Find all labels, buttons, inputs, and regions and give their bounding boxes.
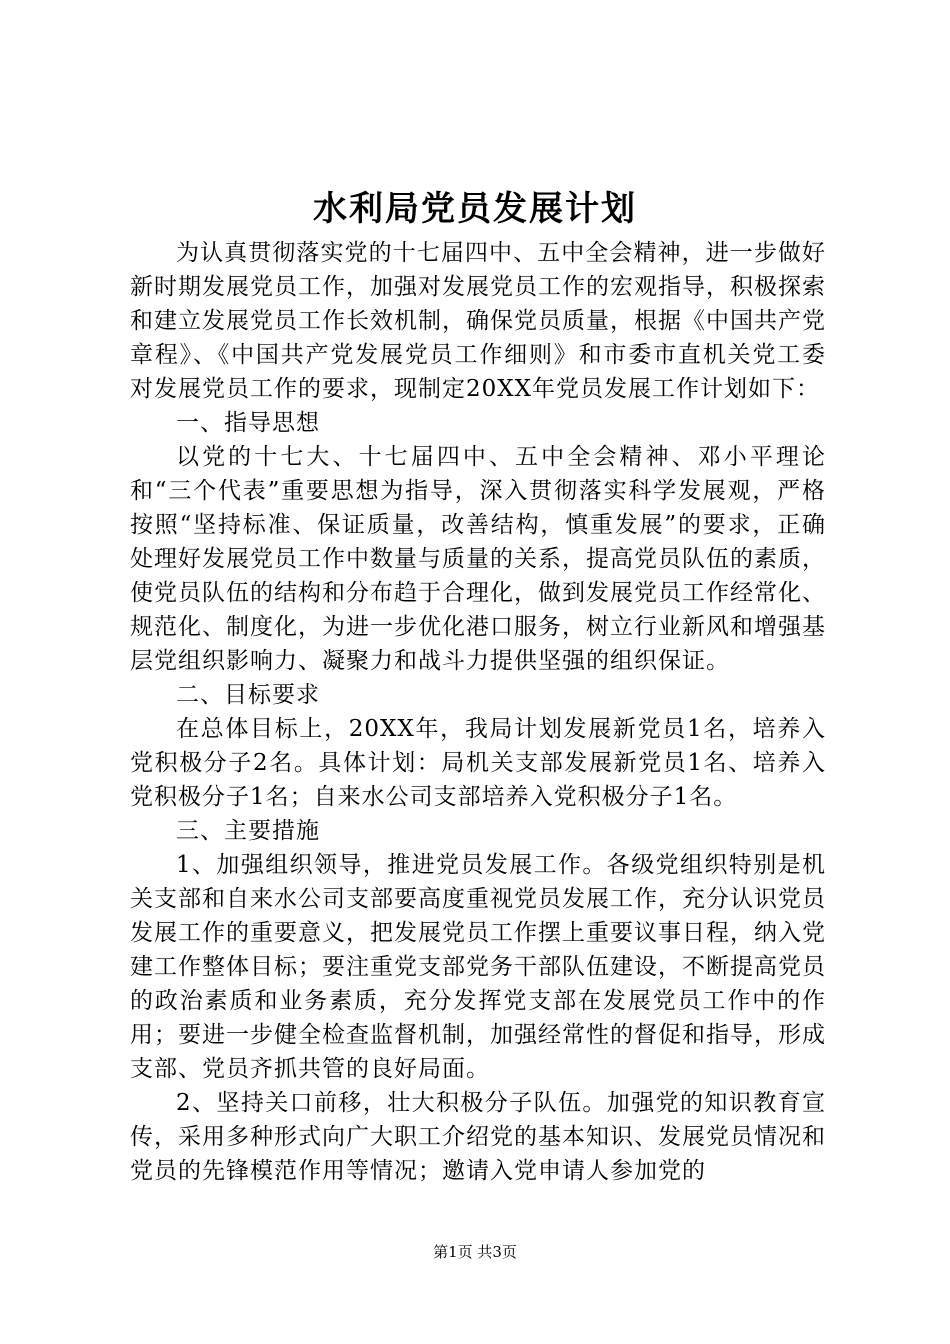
measure-2-paragraph: 2、坚持关口前移，壮大积极分子队伍。加强党的知识教育宣传，采用多种形式向广大职工介绍党的基本知识、发展党员情况和党员的先锋模范作用等情况；邀请入党申请人参加党的: [130, 1090, 826, 1184]
measure-1-paragraph: 1、加强组织领导，推进党员发展工作。各级党组织特别是机关支部和自来水公司支部要高度重视党员发展工作，充分认识党员发展工作的重要意义，把发展党员工作摆上重要议事日程，纳入党建工作整体目标；要注重党支部党务干部队伍建设，不断提高党员的政治素质和业务素质，充分发挥党支部在发展党员工作中的作用；要进一步健全检查监督机制，加强经常性的督促和指导，形成支部、党员齐抓共管的良好局面。: [130, 852, 826, 1082]
page-footer: 第1页 共3页: [433, 1243, 517, 1261]
intro-paragraph: 为认真贯彻落实党的十七届四中、五中全会精神，进一步做好新时期发展党员工作，加强对发展党员工作的宏观指导，积极探索和建立发展党员工作长效机制，确保党员质量，根据《中国共产党章程》、《中国共产党发展党员工作细则》和市委市直机关党工委对发展党员工作的要求，现制定20XX年党员发展工作计划如下：: [130, 240, 826, 402]
document-title: 水利局党员发展计划: [313, 189, 637, 229]
section-heading-guiding-ideology: 一、指导思想: [176, 410, 320, 436]
section-heading-measures: 三、主要措施: [176, 818, 320, 844]
goals-paragraph: 在总体目标上，20XX年，我局计划发展新党员1名，培养入党积极分子2名。具体计划：局机关支部发展新党员1名、培养入党积极分子1名；自来水公司支部培养入党积极分子1名。: [130, 716, 826, 810]
document-body: [130, 236, 826, 1188]
guiding-ideology-paragraph: 以党的十七大、十七届四中、五中全会精神、邓小平理论和“三个代表”重要思想为指导，深入贯彻落实科学发展观，严格按照“坚持标准、保证质量，改善结构，慎重发展”的要求，正确处理好发展党员工作中数量与质量的关系，提高党员队伍的素质，使党员队伍的结构和分布趋于合理化，做到发展党员工作经常化、规范化、制度化，为进一步优化港口服务，树立行业新风和增强基层党组织影响力、凝聚力和战斗力提供坚强的组织保证。: [130, 444, 826, 674]
section-heading-goals: 二、目标要求: [176, 682, 320, 708]
